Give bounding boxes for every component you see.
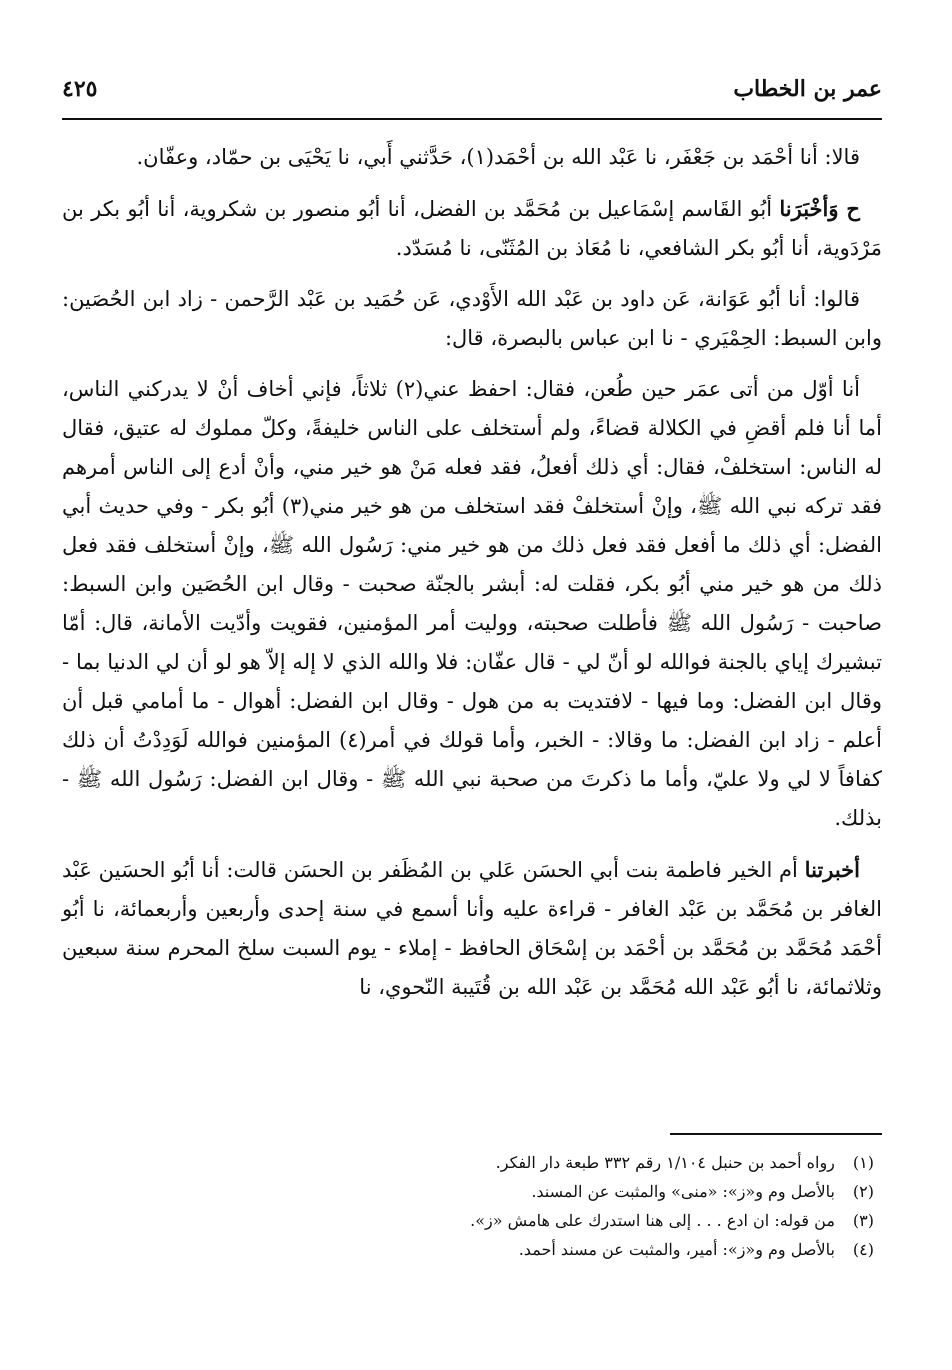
paragraph-text: قالا: أنا أحْمَد بن جَعْفَر، نا عَبْد الله بن أحْمَد(١)، حَدَّثني أَبي، نا يَحْيَى بن حمّاد، وعفّان. — [136, 145, 860, 169]
paragraph — [62, 850, 882, 1007]
footnote-number: (٣) — [852, 1211, 874, 1230]
footnote — [62, 1148, 874, 1177]
page-header — [62, 72, 882, 120]
footnote-number: (٢) — [852, 1182, 874, 1201]
paragraph-text: أبُو القَاسم إسْمَاعيل بن مُحَمَّد بن الفضل، أنا أبُو منصور بن شكروية، أنا أبُو بكر بن مَرْدَوية، أنا أبُو بكر الشافعي، نا مُعَاذ بن المُثَنّى، نا مُسَدّد. — [62, 197, 882, 260]
footnote-separator — [670, 1133, 882, 1135]
footnote-text: من قوله: ان ادع . . . إلى هنا استدرك على هامش «ز». — [470, 1211, 835, 1230]
footnote — [62, 1177, 874, 1206]
paragraph — [62, 189, 882, 268]
footnote-number: (٤) — [852, 1240, 874, 1259]
footnote-text: بالأصل وم و«ز»: «منى» والمثبت عن المسند. — [531, 1182, 835, 1201]
paragraph — [62, 280, 882, 358]
main-text — [62, 138, 882, 1019]
paragraph-lead: أخبرتنا — [804, 857, 860, 882]
paragraph-text: أم الخير فاطمة بنت أبي الحسَن عَلي بن المُظَفر بن الحسَن قالت: أنا أبُو الحسَين عَبْد الغافر بن مُحَمَّد بن عَبْد الغافر - قراءة عليه وأنا أسمع في سنة إحدى وأربعين وأربعمائة، نا أبُو أحْمَد مُحَمَّد بن مُحَمَّد بن أحْمَد بن إسْحَاق الحافظ - إملاء - يوم السبت سلخ المحرم سنة سبعين وثلاثمائة، نا أبُو عَبْد الله مُحَمَّد بن عَبْد الله بن قُتَيبة النّحوي، نا — [62, 858, 882, 999]
paragraph-text: أنا أوّل من أتى عمَر حين طُعن، فقال: احفظ عني(٢) ثلاثاً، فإني أخاف أنْ لا يدركني الناس، أما أنا فلم أقضِ في الكلالة قضاءً، ولم أستخلف على الناس خليفةً، وكلّ مملوك له عتيق، فقال له الناس: استخلفْ، فقال: أي ذلك أفعلُ، فقد فعله مَنْ هو خير مني، وأنْ أدع إلى الناس أمرهم فقد تركه نبي الله ﷺ، وإنْ أستخلفْ فقد استخلف من هو خير مني(٣) أبُو بكر - وفي حديث أبي الفضل: أي ذلك ما أفعل فقد فعل ذلك من هو خير مني: رَسُول الله ﷺ، وإنْ أستخلف فقد فعل ذلك من هو خير مني أبُو بكر، فقلت له: أبشر بالجنّة صحبت - وقال ابن الحُصَين وابن السبط: صاحبت - رَسُول الله ﷺ فأطلت صحبته، ووليت أمر المؤمنين، فقويت وأدّيت الأمانة، قال: أمّا تبشيرك إياي بالجنة فوالله لو أنّ لي - قال عفّان: فلا والله الذي لا إله إلاّ هو لو أن لي الدنيا بما - وقال ابن الفضل: وما فيها - لافتديت به من هول - وقال ابن الفضل: أهوال - ما أمامي قبل أن أعلم - زاد ابن الفضل: ما وقالا: - الخبر، وأما قولك في أمر(٤) المؤمنين فوالله لَوَدِدْتُ أن ذلك كفافاً لا لي ولا عليّ، وأما ما ذكرتَ من صحبة نبي الله ﷺ - وقال ابن الفضل: رَسُول الله ﷺ - بذلك. — [62, 377, 882, 830]
footnote-text: بالأصل وم و«ز»: أمير، والمثبت عن مسند أحمد. — [518, 1240, 835, 1259]
paragraph — [62, 138, 882, 177]
footnote — [62, 1235, 874, 1264]
page-number: ٤٢٥ — [62, 76, 98, 102]
paragraph-lead: ح وَأخْبَرَنا — [779, 196, 860, 221]
paragraph — [62, 370, 882, 838]
footnotes — [62, 1148, 874, 1264]
footnote — [62, 1206, 874, 1235]
footnote-number: (١) — [852, 1153, 874, 1172]
running-title: عمر بن الخطاب — [733, 76, 882, 102]
footnote-text: رواه أحمد بن حنبل ١/١٠٤ رقم ٣٣٢ طبعة دار الفكر. — [495, 1153, 835, 1172]
paragraph-text: قالوا: أنا أبُو عَوَانة، عَن داود بن عَبْد الله الأَوْدي، عَن حُمَيد بن عَبْد الرَّحمن - زاد ابن الحُصَين: وابن السبط: الحِمْيَري - نا ابن عباس بالبصرة، قال: — [62, 287, 882, 350]
